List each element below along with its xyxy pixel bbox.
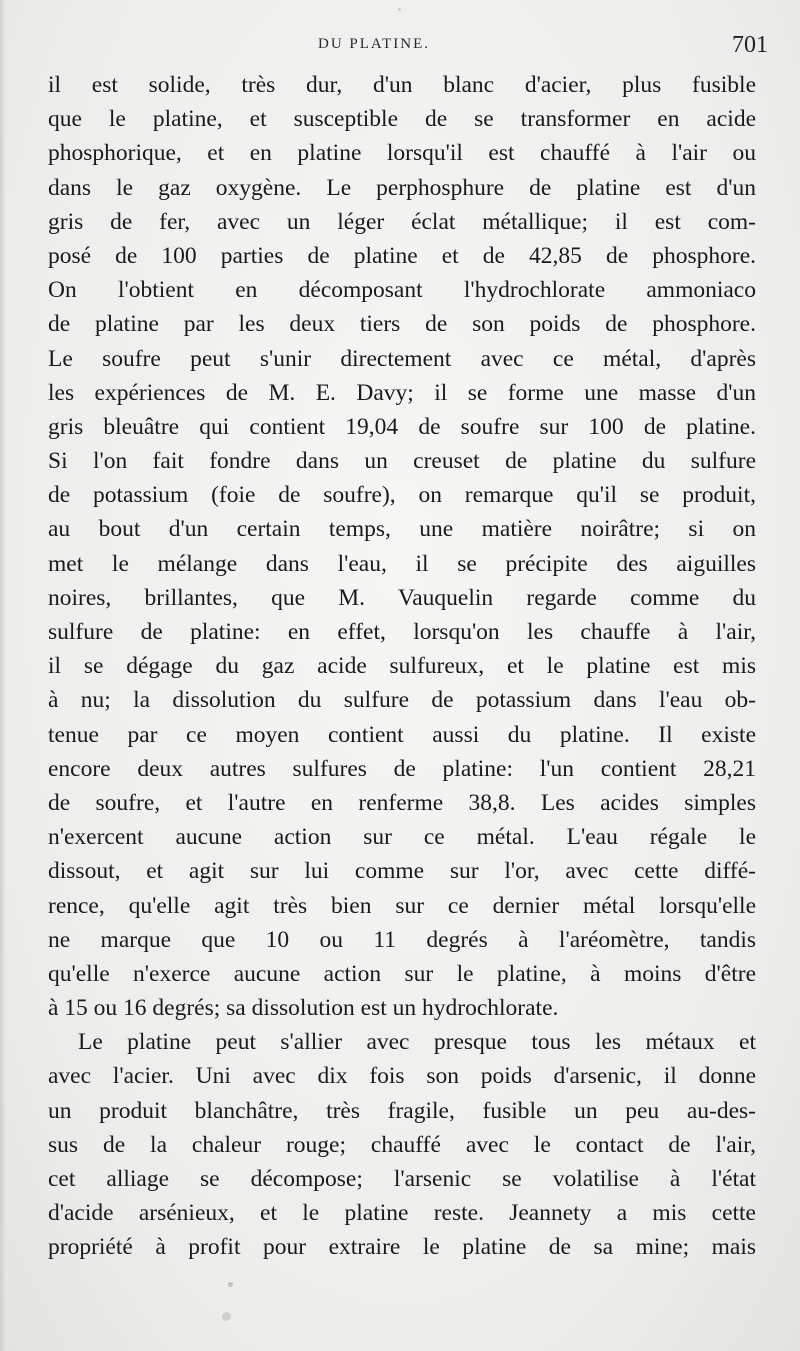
text-line: à 15 ou 16 degrés; sa dissolution est un hydrochlorate. — [48, 995, 559, 1022]
text-line: noires, brillantes, que M. Vauquelin regarde comme du — [48, 584, 756, 611]
text-line: de soufre, et l'autre en renferme 38,8. Les acides simples — [48, 789, 756, 816]
paper-speck — [228, 1282, 233, 1287]
text-line: que le platine, et susceptible de se transformer en acide — [48, 106, 756, 133]
page-edge-shadow — [0, 0, 6, 1351]
text-line: sulfure de platine: en effet, lorsqu'on les chauffe à l'air, — [48, 619, 756, 645]
text-line: posé de 100 parties de platine et de 42,85 de phosphore. — [48, 242, 756, 269]
text-line: ne marque que 10 ou 11 degrés à l'aréomètre, tandis — [48, 926, 756, 953]
text-line: Le soufre peut s'unir directement avec ce métal, d'après — [48, 345, 756, 372]
text-line: il se dégage du gaz acide sulfureux, et le platine est mis — [48, 653, 756, 680]
text-line: Si l'on fait fondre dans un creuset de platine du sulfure — [48, 448, 756, 475]
page-header — [48, 34, 768, 64]
text-line: dissout, et agit sur lui comme sur l'or, avec cette diffé- — [48, 858, 756, 885]
running-head: DU PLATINE. — [318, 36, 430, 52]
text-line: encore deux autres sulfures de platine: l'un contient 28,21 — [48, 755, 756, 782]
text-line: les expériences de M. E. Davy; il se forme une masse d'un — [48, 379, 756, 406]
paper-speck — [398, 8, 401, 11]
text-line: propriété à profit pour extraire le platine de sa mine; mais — [48, 1234, 756, 1261]
text-line: au bout d'un certain temps, une matière noirâtre; si on — [48, 516, 756, 543]
paper-speck — [222, 1312, 231, 1321]
text-line: Le platine peut s'allier avec presque tous les métaux et — [78, 1029, 756, 1056]
text-line: rence, qu'elle agit très bien sur ce dernier métal lorsqu'elle — [48, 892, 756, 919]
text-line: avec l'acier. Uni avec dix fois son poids d'arsenic, il donne — [48, 1063, 756, 1090]
text-line: tenue par ce moyen contient aussi du platine. Il existe — [48, 721, 756, 748]
text-line: de platine par les deux tiers de son poids de phosphore. — [48, 311, 756, 338]
text-line: d'acide arsénieux, et le platine reste. Jeannety a mis cette — [48, 1200, 756, 1227]
text-line: de potassium (foie de soufre), on remarque qu'il se produit, — [48, 482, 756, 509]
text-line: à nu; la dissolution du sulfure de potassium dans l'eau ob- — [48, 687, 756, 714]
text-line: un produit blanchâtre, très fragile, fusible un peu au-des- — [48, 1097, 756, 1124]
text-line: il est solide, très dur, d'un blanc d'acier, plus fusible — [48, 72, 756, 98]
body-text — [48, 68, 756, 1265]
text-line: met le mélange dans l'eau, il se précipite des aiguilles — [48, 550, 756, 577]
text-line: cet alliage se décompose; l'arsenic se volatilise à l'état — [48, 1166, 756, 1192]
text-line: On l'obtient en décomposant l'hydrochlorate ammoniaco — [48, 277, 756, 304]
text-line: phosphorique, et en platine lorsqu'il est chauffé à l'air ou — [48, 140, 756, 167]
text-line: gris bleuâtre qui contient 19,04 de soufre sur 100 de platine. — [48, 413, 756, 440]
text-line: gris de fer, avec un léger éclat métallique; il est com- — [48, 208, 756, 235]
page-number: 701 — [732, 32, 768, 58]
text-line: dans le gaz oxygène. Le perphosphure de platine est d'un — [48, 174, 756, 201]
text-line: sus de la chaleur rouge; chauffé avec le contact de l'air, — [48, 1131, 756, 1158]
text-line: qu'elle n'exerce aucune action sur le platine, à moins d'être — [48, 960, 756, 987]
text-line: n'exercent aucune action sur ce métal. L'eau régale le — [48, 824, 756, 851]
